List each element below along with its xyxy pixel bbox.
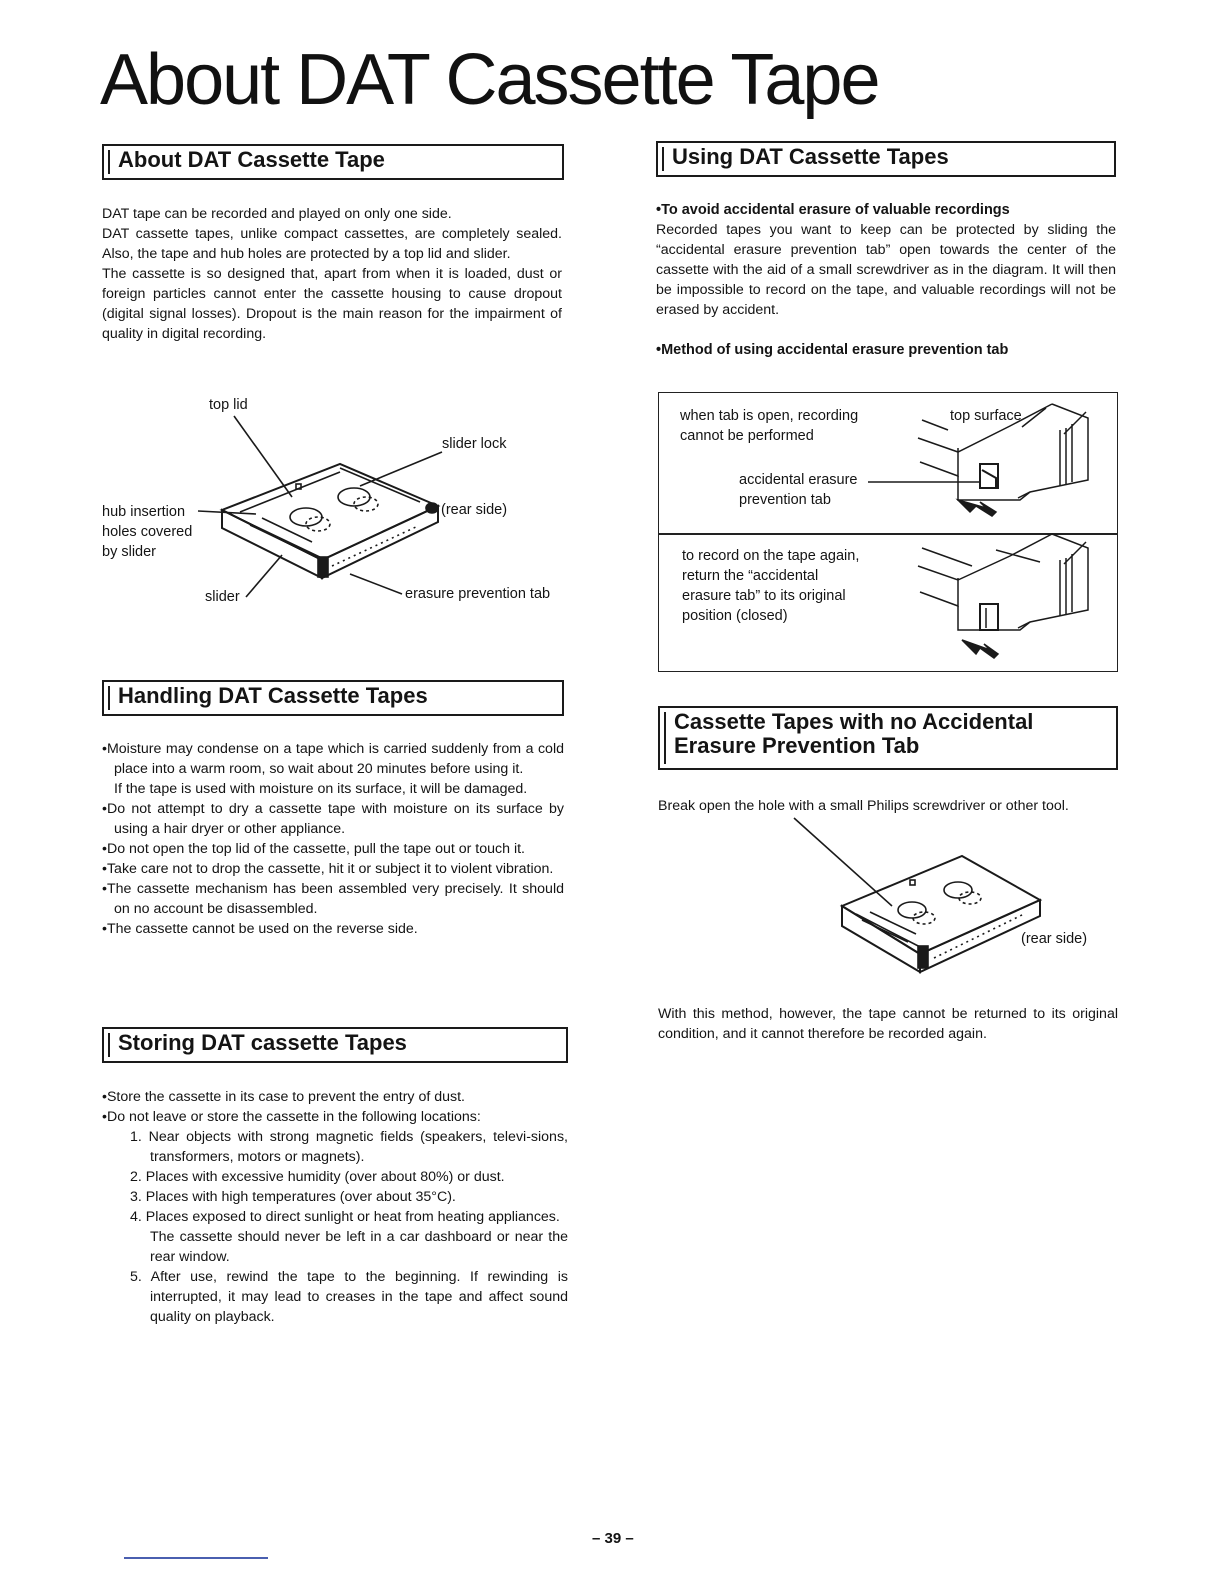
location-item: 2. Places with excessive humidity (over about 80%) or dust.	[130, 1169, 505, 1185]
list-item-note: If the tape is used with moisture on its surface, it will be damaged.	[114, 781, 528, 797]
label-rear-side: (rear side)	[441, 502, 508, 518]
no-tab-intro: Break open the hole with a small Philips screwdriver or other tool.	[658, 798, 1069, 814]
no-tab-outro: With this method, however, the tape cannot be returned to its original condition, and it cannot therefore be recorded again.	[658, 1006, 1118, 1042]
about-paragraph: The cassette is so designed that, apart from when it is loaded, dust or foreign particles cannot enter the cassette housing to cause dropout (digital signal losses). Dropout is the main reason for the impairment of quality in digital recording.	[102, 266, 562, 342]
section-heading-no-tab-line2: Erasure Prevention Tab	[674, 733, 920, 759]
label-tab-closed-4: position (closed)	[682, 608, 788, 624]
label-accidental-erasure: accidental erasure	[739, 472, 858, 488]
label-tab-open-1: when tab is open, recording	[680, 408, 859, 424]
using-paragraph: Recorded tapes you want to keep can be protected by sliding the “accidental erasure prevention tab” open towards the center of the cassette with the aid of a small screwdriver as in the diagram. It will then be impossible to record on the tape, and valuable recordings will not be erased by accident.	[656, 222, 1116, 318]
list-item: •Moisture may condense on a tape which is carried suddenly from a cold place into a warm room, so wait about 20 minutes before using it. If the tape is used with moisture on its surface, it will be damaged.	[102, 741, 564, 797]
label-tab-closed-1: to record on the tape again,	[682, 548, 860, 564]
label-tab-closed-3: erasure tab” to its original	[682, 588, 846, 604]
subhead-avoid-erasure: •To avoid accidental erasure of valuable recordings	[656, 202, 1010, 218]
label-tab-closed-2: return the “accidental	[682, 568, 819, 584]
label-hub-holes-3: by slider	[102, 544, 156, 560]
label-prevention-tab: prevention tab	[739, 492, 831, 508]
section-heading-using-text: Using DAT Cassette Tapes	[672, 144, 949, 169]
about-paragraph: DAT cassette tapes, unlike compact cassettes, are completely sealed. Also, the tape and hub holes are protected by a top lid and slider.	[102, 226, 562, 262]
list-item: •The cassette cannot be used on the reverse side.	[102, 921, 418, 937]
location-item: 4. Places exposed to direct sunlight or heat from heating appliances. The cassette should never be left in a car dashboard or near the rear window.	[130, 1209, 568, 1265]
label-rear-side-2: (rear side)	[1021, 931, 1088, 947]
location-item: 3. Places with high temperatures (over about 35°C).	[130, 1189, 456, 1205]
page-number: – 39 –	[592, 1530, 634, 1547]
list-item: •Take care not to drop the cassette, hit it or subject it to violent vibration.	[102, 861, 554, 877]
section-heading-no-tab-line1: Cassette Tapes with no Accidental	[674, 709, 1034, 734]
list-item: •The cassette mechanism has been assembled very precisely. It should on no account be disassembled.	[102, 881, 564, 917]
section-heading-about-text: About DAT Cassette Tape	[118, 147, 385, 172]
label-hub-holes-1: hub insertion	[102, 504, 186, 520]
page-title: About DAT Cassette Tape	[100, 40, 879, 120]
label-slider: slider	[205, 589, 240, 605]
section-heading-handling-text: Handling DAT Cassette Tapes	[118, 683, 428, 708]
location-item: 5. After use, rewind the tape to the beginning. If rewinding is interrupted, it may lead to creases in the tape and affect sound quality on playback.	[130, 1269, 568, 1325]
location-note: The cassette should never be left in a car dashboard or near the rear window.	[150, 1229, 568, 1265]
section-heading-storing-text: Storing DAT cassette Tapes	[118, 1030, 407, 1055]
label-hub-holes-2: holes covered	[102, 524, 193, 540]
about-paragraph: DAT tape can be recorded and played on only one side.	[102, 206, 452, 222]
label-tab-open-2: cannot be performed	[680, 428, 814, 444]
list-item: •Do not open the top lid of the cassette, pull the tape out or touch it.	[102, 841, 525, 857]
footer-rule	[124, 1557, 268, 1559]
list-item: •Store the cassette in its case to prevent the entry of dust.	[102, 1089, 466, 1105]
list-item: •Do not leave or store the cassette in the following locations: 1. Near objects with strong magnetic fields (speakers, televi-sions, transformers, motors or magnets). 2. Places with excessive humidity (over about 80%) or dust. 3. Places with high temperatures (over about 35°C). 4. Places exposed to direct sunlight or heat from heating appliances. The cassette should never be left in a car dashboard or near the rear window. 5. After use, rewind the tape to the beginning. If rewinding is interrupted, it may lead to creases in the tape and affect sound quality on playback.	[102, 1109, 568, 1325]
list-item: •Do not attempt to dry a cassette tape with moisture on its surface by using a hair dryer or other appliance.	[102, 801, 564, 837]
label-erasure-prevention-tab: erasure prevention tab	[405, 586, 551, 602]
label-slider-lock: slider lock	[442, 436, 507, 452]
label-top-surface: top surface	[950, 408, 1022, 424]
location-item: 1. Near objects with strong magnetic fields (speakers, televi-sions, transformers, motors or magnets).	[130, 1129, 568, 1165]
subhead-method: •Method of using accidental erasure prevention tab	[656, 342, 1009, 358]
label-top-lid: top lid	[209, 397, 248, 413]
